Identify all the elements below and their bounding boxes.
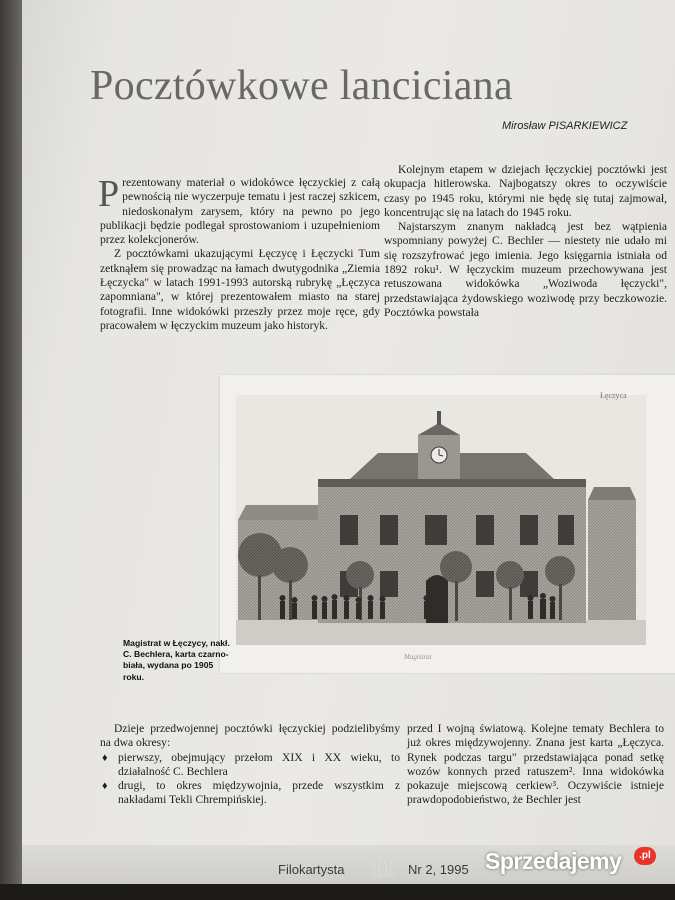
column-4 xyxy=(407,722,664,808)
postcard-photo xyxy=(220,375,675,673)
paragraph-intro: Prezentowany materiał o widokówce łęczyckiej z całą pewnością nie wyczerpuje tematu i jest raczej szkicem, niedoskonałym zarysem, który na pewno po jego publikacji będzie podlegał sprostowaniom i uzupełnieniom przez kolekcjonerów. xyxy=(98,173,380,247)
book-spine xyxy=(0,0,22,900)
issue-number: Nr 2, 1995 xyxy=(408,862,469,877)
list-item: ♦ drugi, to okres międzywojnia, przede wszystkim z nakładami Tekli Chrempińskiej. xyxy=(102,779,400,807)
paragraph: przed I wojną światową. Kolejne tematy Bechlera to już okres międzywojenny. Znana jest karta „Łęczyca. Rynek podczas targu" przedstawiająca ponad setkę wozów konnych przed ratuszem². Inna widokówka pokazuje miejscową cerkiew³. Oczywiście istnieje prawdopodobieństwo, że Bechler jest xyxy=(407,722,664,807)
list-item: ♦ pierwszy, obejmujący przełom XIX i XX wieku, to działalność C. Bechlera xyxy=(102,750,400,778)
postcard-corner-label: Łęczyca xyxy=(600,391,627,400)
drop-cap: P xyxy=(98,173,120,215)
paragraph: Z pocztówkami ukazującymi Łęczycę i Łęczycki Tum zetknąłem się prowadząc na łamach dwutygodnika „Ziemia Łęczycka" w latach 1991-1993 autorską rubrykę „Łęczyca zapomniana", w której prezentowałem miasto na starej fotografii. Inne widokówki przeszły przez moje ręce, gdy pracowałem w łęczyckim muzeum jako historyk. xyxy=(100,247,380,332)
photo-caption: Magistrat w Łęczycy, nakł. C. Bechlera, karta czarno-biała, wydana po 1905 roku. xyxy=(123,638,230,682)
watermark-badge: .pl xyxy=(634,847,656,865)
paragraph: Najstarszym znanym nakładcą jest bez wątpienia wspomniany powyżej C. Bechler — niestety nie udało mi się rozszyfrować jego imienia. Jego księgarnia istniała od 1892 roku¹. W łęczyckim muzeum przechowywana jest retuszowana widokówka „Woziwoda łęczycki", przedstawiająca żydowskiego woziwodę przy beczkowozie. Pocztówka powstała xyxy=(384,220,667,319)
town-hall-illustration xyxy=(220,375,675,673)
bullet-list xyxy=(100,751,400,808)
magazine-name: Filokartysta xyxy=(278,862,345,877)
page-number: 11 xyxy=(370,853,395,882)
magazine-page xyxy=(22,0,675,900)
column-3 xyxy=(100,722,400,808)
diamond-bullet-icon: ♦ xyxy=(102,751,108,764)
column-2 xyxy=(384,163,667,320)
paragraph: Kolejnym etapem w dziejach łęczyckiej pocztówki jest okupacja hitlerowska. Najbogatszy okres to oczywiście czasy po 1945 roku, którymi nie będę się tutaj zajmował, koncentrując się na latach do 1945 roku. xyxy=(384,163,667,219)
bottom-shadow xyxy=(0,884,675,900)
paragraph: Dzieje przedwojennej pocztówki łęczyckiej podzielibyśmy na dwa okresy: xyxy=(100,722,400,750)
diamond-bullet-icon: ♦ xyxy=(102,780,108,793)
postcard-bottom-label: Magistrat xyxy=(404,653,432,661)
watermark-text: Sprzedajemy xyxy=(485,848,622,874)
article-title: Pocztówkowe lanciciana xyxy=(90,63,513,109)
column-1 xyxy=(98,173,380,333)
article-author: Mirosław PISARKIEWICZ xyxy=(502,120,628,132)
